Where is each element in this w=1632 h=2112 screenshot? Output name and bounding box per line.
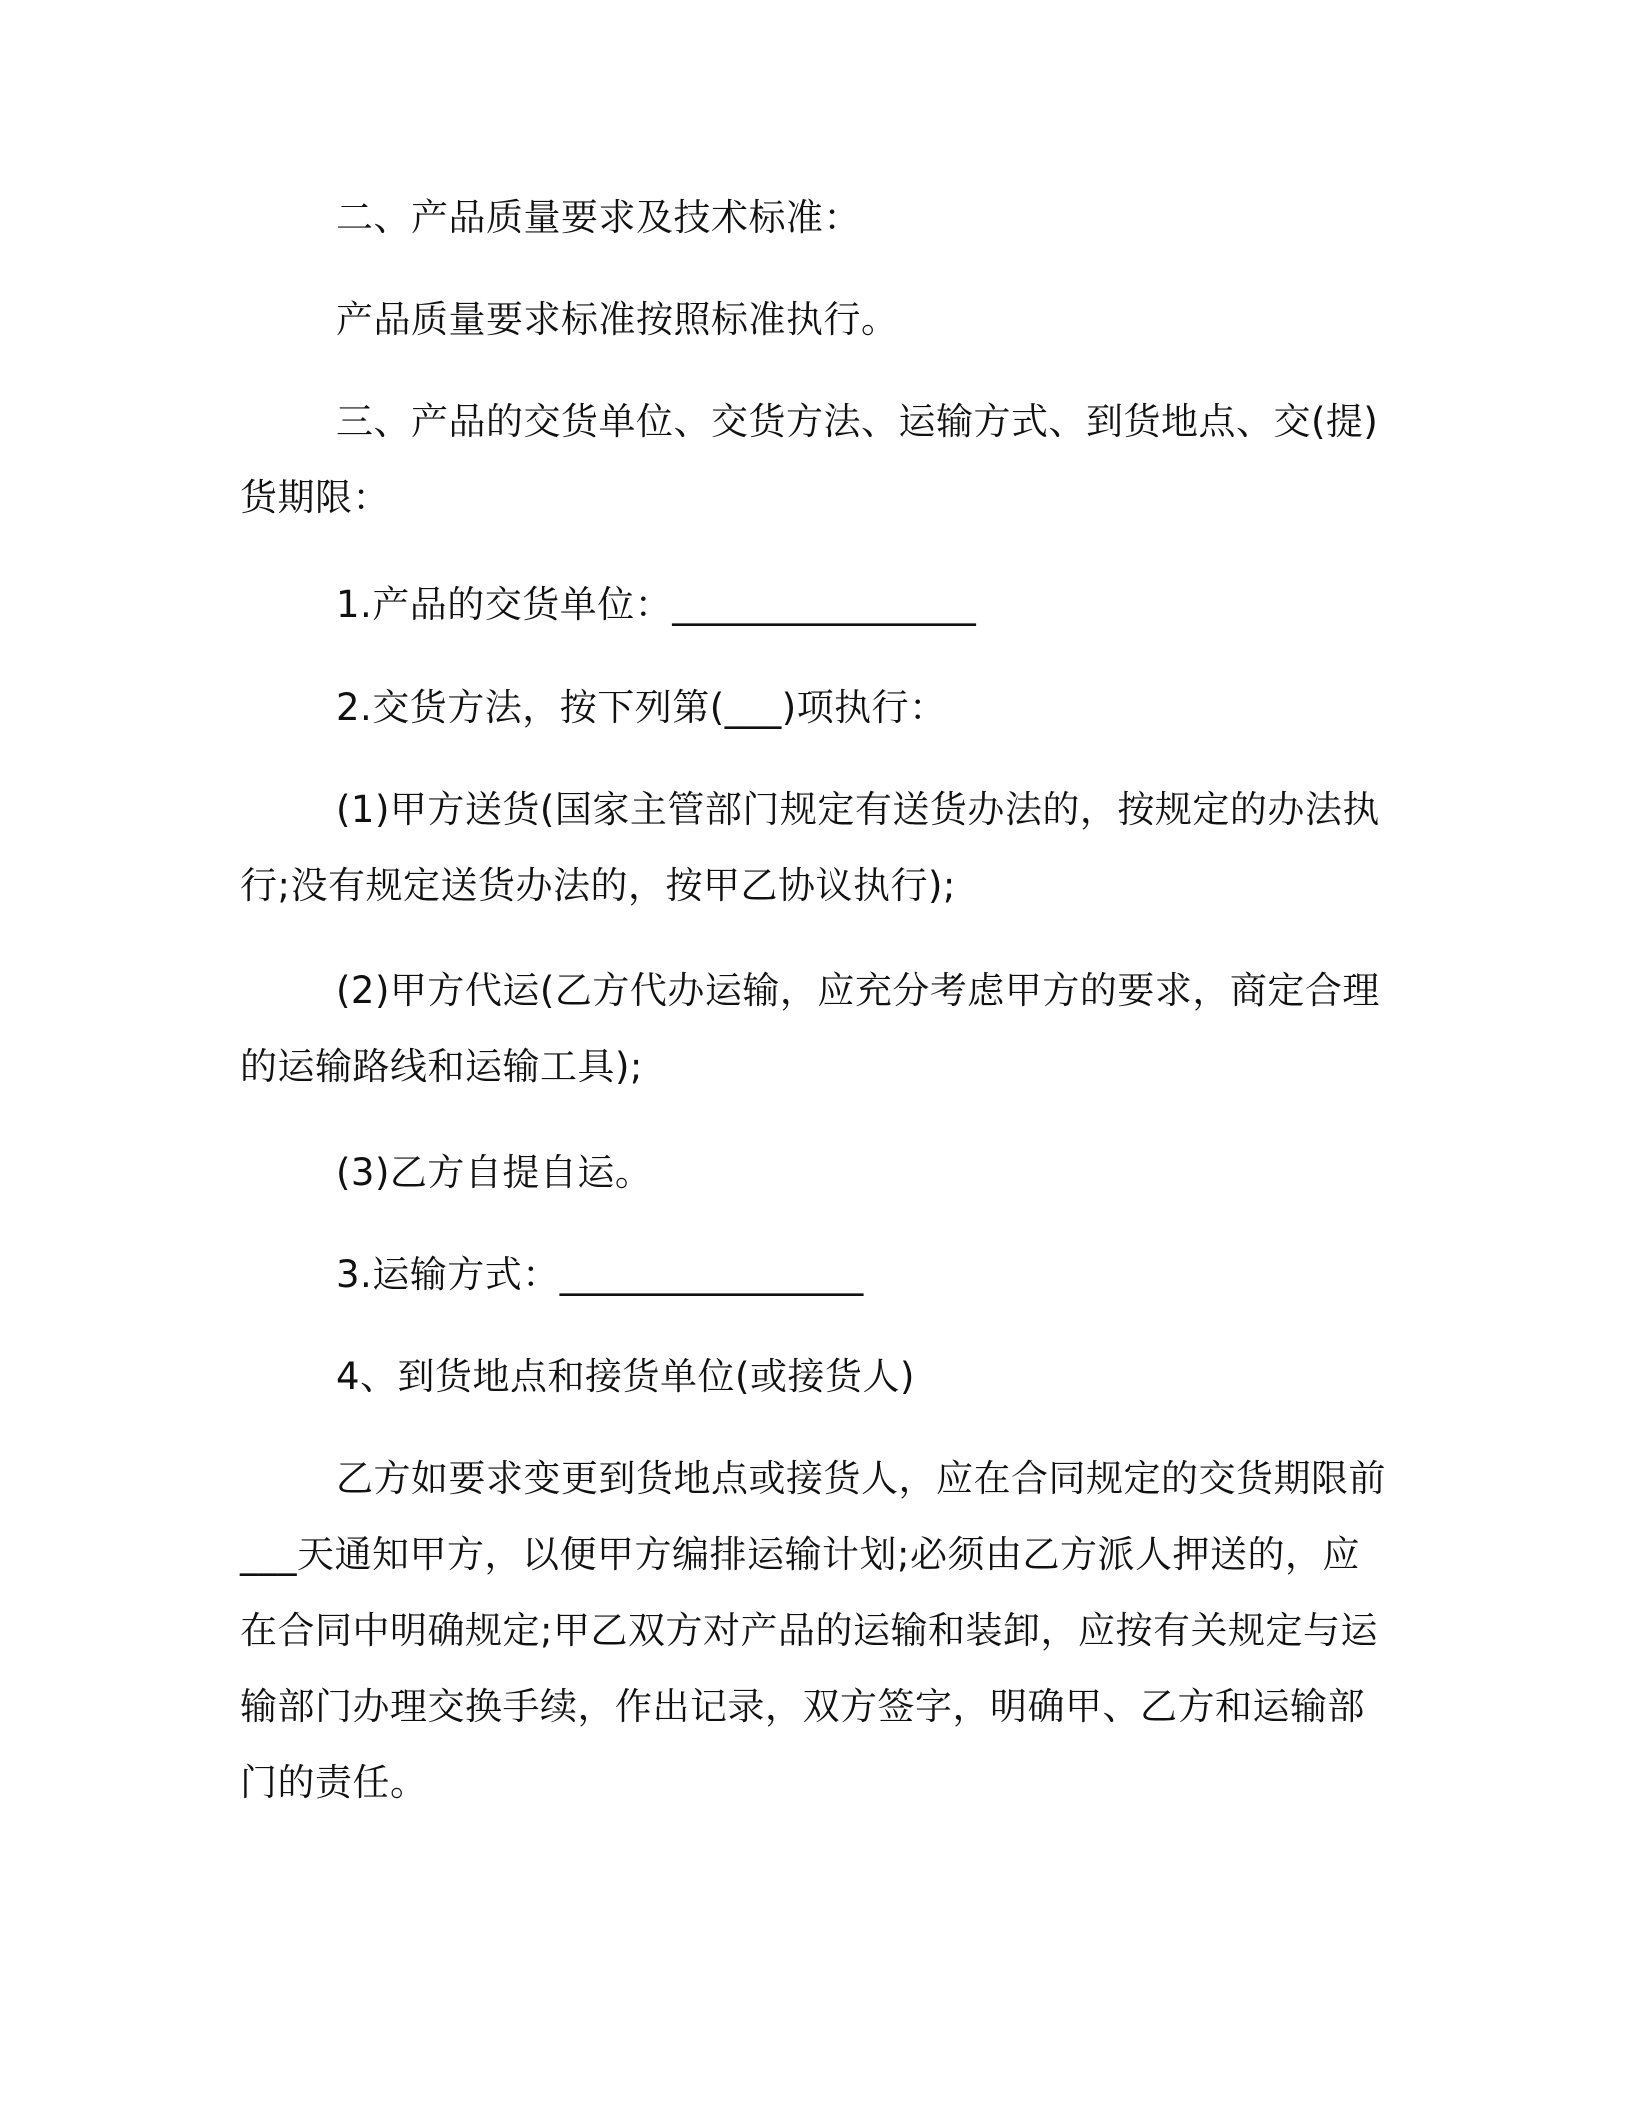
text-line: 三、产品的交货单位、交货方法、运输方式、到货地点、交(提)	[336, 400, 1379, 443]
text-line: 的运输路线和运输工具);	[240, 1045, 643, 1088]
text-line: 在合同中明确规定;甲乙双方对产品的运输和装卸，应按有关规定与运	[240, 1609, 1378, 1652]
text-line: (3)乙方自提自运。	[336, 1151, 653, 1194]
text-line: 门的责任。	[240, 1761, 428, 1804]
clause-transport-mode	[240, 1237, 1380, 1313]
text-line: ___天通知甲方，以便甲方编排运输计划;必须由乙方派人押送的，应	[240, 1533, 1360, 1576]
clause-option-2	[240, 953, 1380, 1105]
text-line: 货期限：	[240, 476, 390, 519]
text-line: 二、产品质量要求及技术标准：	[336, 196, 861, 239]
section-heading-delivery	[240, 384, 1380, 536]
text-line: 4、到货地点和接货单位(或接货人)	[336, 1355, 915, 1398]
text-line: 3.运输方式：________________	[336, 1253, 864, 1296]
text-line: 乙方如要求变更到货地点或接货人，应在合同规定的交货期限前	[336, 1457, 1386, 1500]
clause-delivery-unit	[240, 567, 1380, 643]
clause-destination	[240, 1339, 1380, 1415]
text-line: 1.产品的交货单位：________________	[336, 583, 977, 626]
paragraph-quality-standard	[240, 282, 1380, 358]
text-line: 行;没有规定送货办法的，按甲乙协议执行);	[240, 864, 956, 907]
text-line: 2.交货方法，按下列第(___)项执行：	[336, 686, 947, 729]
paragraph-change-notice	[240, 1441, 1386, 1821]
clause-option-3	[240, 1135, 1380, 1211]
section-heading-quality	[240, 180, 1380, 256]
clause-delivery-method	[240, 670, 1380, 746]
clause-option-1	[240, 772, 1380, 924]
text-line: 输部门办理交换手续，作出记录，双方签字，明确甲、乙方和运输部	[240, 1685, 1365, 1728]
text-line: (2)甲方代运(乙方代办运输，应充分考虑甲方的要求，商定合理	[336, 969, 1380, 1012]
text-line: 产品质量要求标准按照标准执行。	[336, 298, 899, 341]
text-line: (1)甲方送货(国家主管部门规定有送货办法的，按规定的办法执	[336, 788, 1380, 831]
